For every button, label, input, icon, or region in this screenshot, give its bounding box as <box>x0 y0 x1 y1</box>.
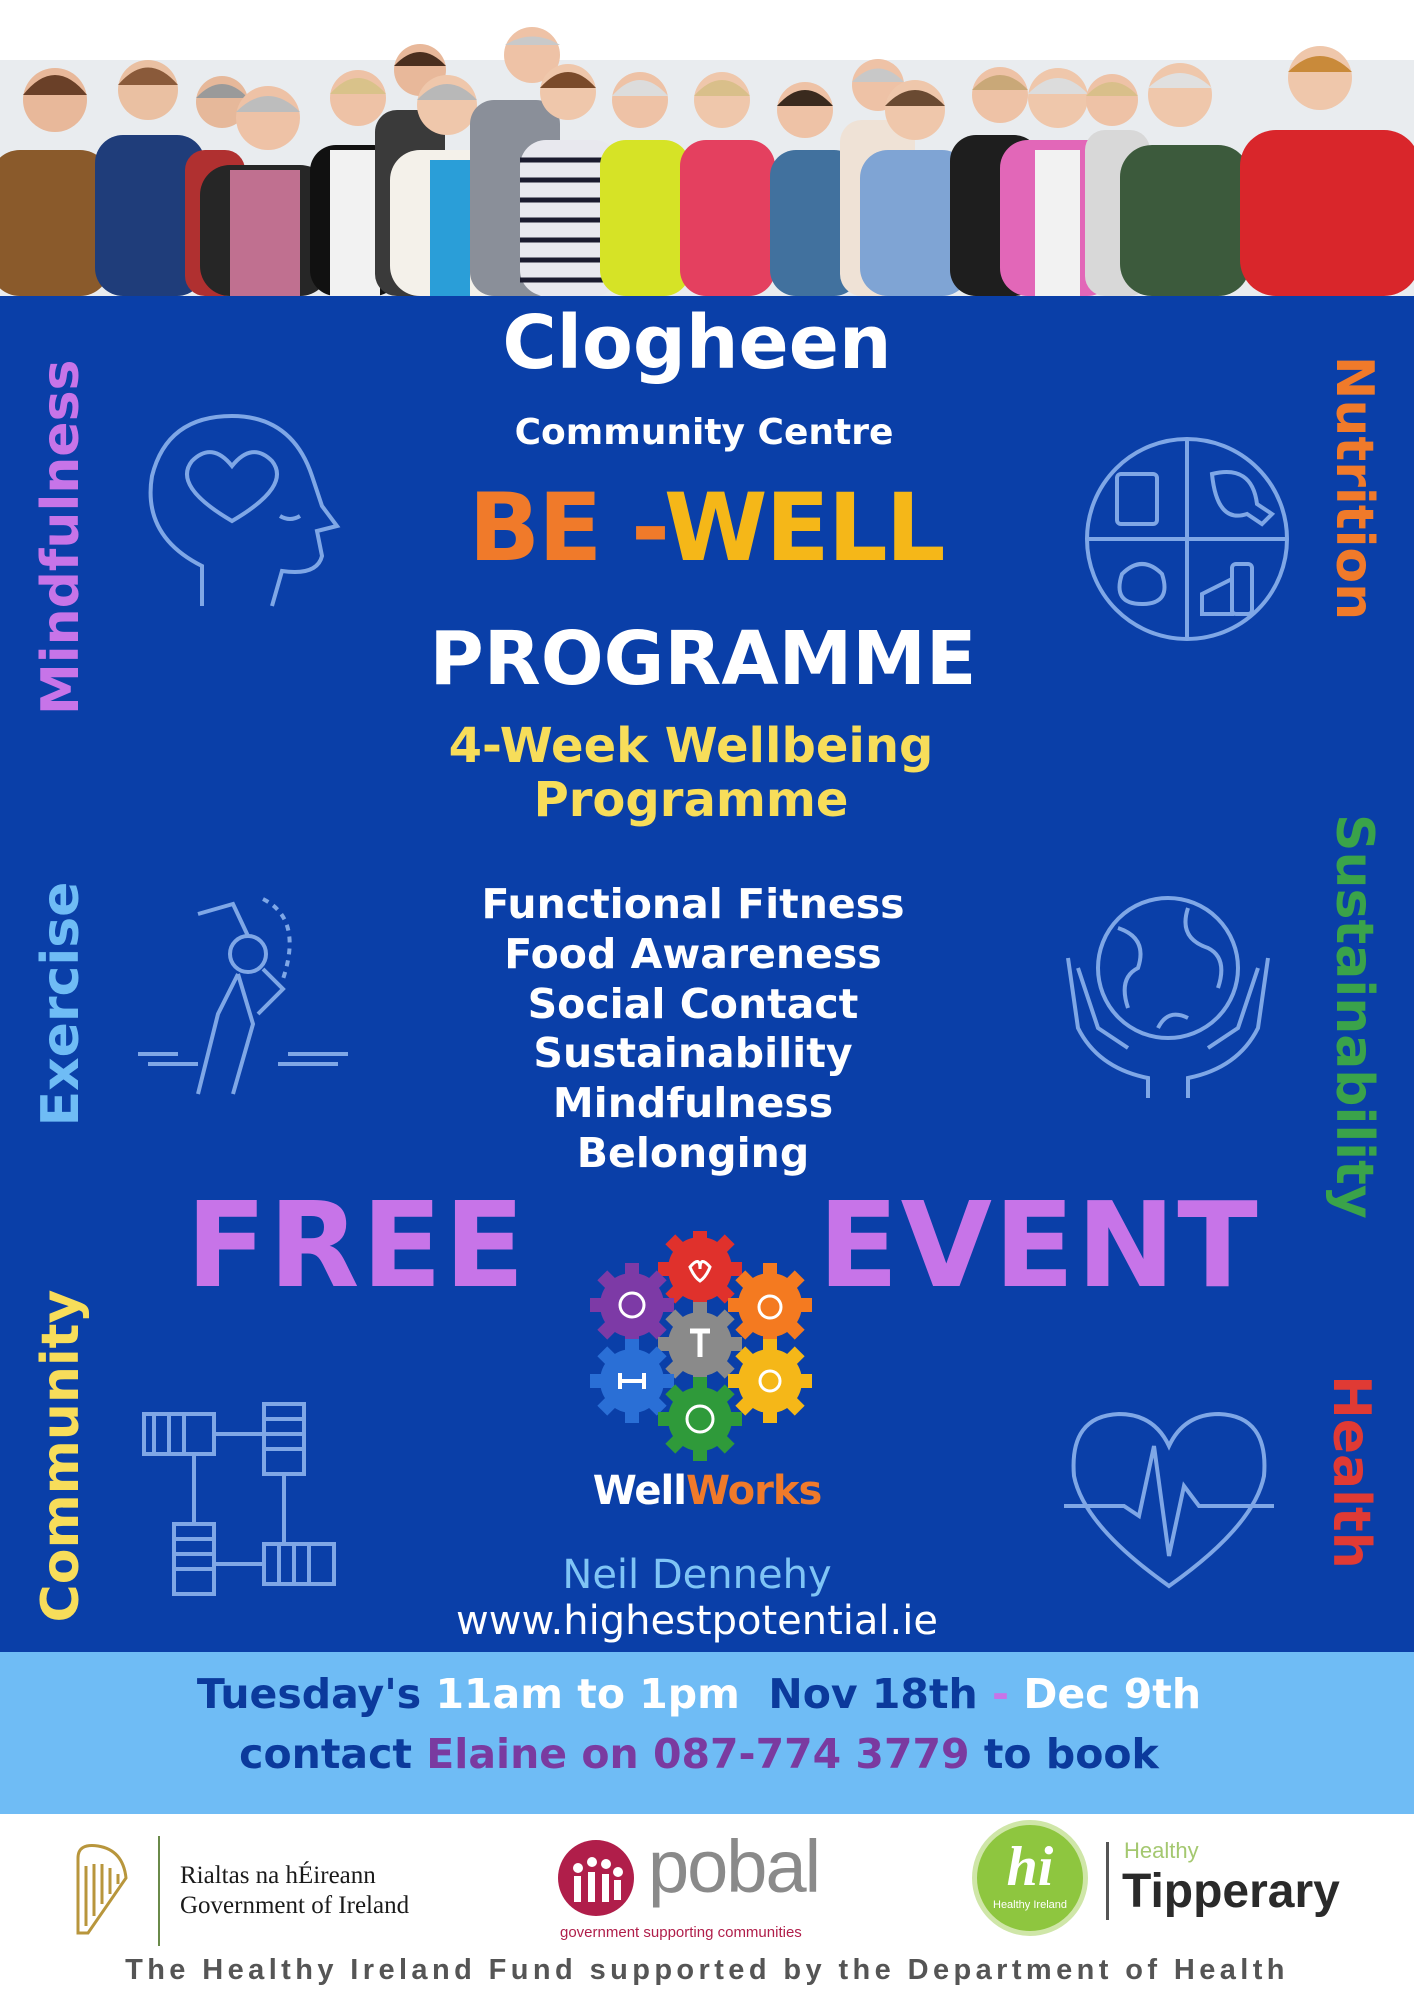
group-photo-illustration <box>0 0 1414 296</box>
schedule-line <box>0 1670 1406 1718</box>
nutrition-plate-icon <box>1082 434 1292 644</box>
schedule-day: Tuesday's <box>196 1670 422 1718</box>
globe-hands-icon <box>1058 878 1278 1098</box>
venue-subtitle: Community Centre <box>514 412 894 453</box>
pobal-icon <box>556 1838 636 1918</box>
globe-gear-icon <box>658 1377 742 1461</box>
gov-divider <box>158 1836 160 1946</box>
free-label: FREE <box>186 1176 527 1314</box>
topic-item: Belonging <box>576 1129 810 1177</box>
pobal-wordmark: pobal <box>648 1825 820 1908</box>
group-photo <box>0 0 1414 296</box>
harp-icon <box>68 1838 132 1938</box>
booking-contact-word: contact <box>239 1730 413 1778</box>
schedule-dash: - <box>992 1670 1010 1718</box>
venue-title: Clogheen <box>502 300 892 386</box>
programme-name-part1: BE - <box>468 474 664 583</box>
schedule-band <box>0 1652 1414 1814</box>
wellworks-word-works: Works <box>685 1468 822 1514</box>
exercise-stretch-icon <box>138 894 348 1104</box>
healthy-label: Healthy <box>1124 1838 1199 1863</box>
booking-line <box>0 1730 1406 1778</box>
programme-heading: PROGRAMME <box>429 616 977 702</box>
schedule-end-date: Dec 9th <box>1023 1670 1202 1718</box>
side-word-nutrition: Nutrition <box>1324 355 1384 621</box>
event-label: EVENT <box>818 1176 1260 1314</box>
contact-person-name: Neil Dennehy <box>562 1552 832 1598</box>
schedule-time: 11am to 1pm <box>435 1670 740 1718</box>
apple-gear-icon <box>728 1263 812 1347</box>
schedule-start-date: Nov 18th <box>768 1670 978 1718</box>
side-word-community: Community <box>31 1289 91 1623</box>
brain-gear-icon <box>590 1263 674 1347</box>
topic-item: Food Awareness <box>504 930 882 978</box>
booking-phone[interactable]: Elaine on 087-774 3779 <box>426 1730 970 1778</box>
healthy-ireland-logo <box>972 1820 1088 1936</box>
side-word-exercise: Exercise <box>31 881 91 1127</box>
heart-pulse-icon <box>1064 1406 1274 1596</box>
wellworks-word-well: Well <box>592 1468 686 1514</box>
topic-item: Social Contact <box>527 980 859 1028</box>
topic-item: Functional Fitness <box>481 880 905 928</box>
community-hands-icon <box>134 1394 344 1604</box>
side-word-mindfulness: Mindfulness <box>31 359 91 715</box>
healthy-ireland-caption: Healthy Ireland <box>993 1899 1067 1911</box>
fund-statement: The Healthy Ireland Fund supported by the Department of Health <box>125 1954 1289 1986</box>
gov-name-irish: Rialtas na hÉireann <box>180 1862 376 1889</box>
programme-name-part2: WELL <box>663 474 944 583</box>
tipperary-label: Tipperary <box>1122 1865 1340 1918</box>
healthy-ireland-hi: hi <box>1006 1836 1054 1898</box>
tipperary-divider <box>1106 1842 1109 1920</box>
topic-item: Sustainability <box>533 1029 853 1077</box>
side-word-health: Health <box>1321 1375 1381 1569</box>
booking-book-word: to book <box>983 1730 1159 1778</box>
poster-panel <box>0 296 1414 1652</box>
programme-subtitle-line1: 4-Week Wellbeing <box>448 718 934 774</box>
gov-name-english: Government of Ireland <box>180 1892 410 1919</box>
website-link[interactable]: www.highestpotential.ie <box>456 1598 938 1644</box>
topic-item: Mindfulness <box>552 1079 834 1127</box>
wellworks-gears-logo <box>590 1231 820 1461</box>
pobal-tagline: government supporting communities <box>560 1924 802 1941</box>
side-word-sustainability: Sustainability <box>1324 814 1384 1219</box>
programme-subtitle-line2: Programme <box>533 772 849 828</box>
mind-head-icon <box>132 406 342 626</box>
lotus-gear-icon <box>728 1339 812 1423</box>
sponsor-footer <box>0 1814 1414 2000</box>
